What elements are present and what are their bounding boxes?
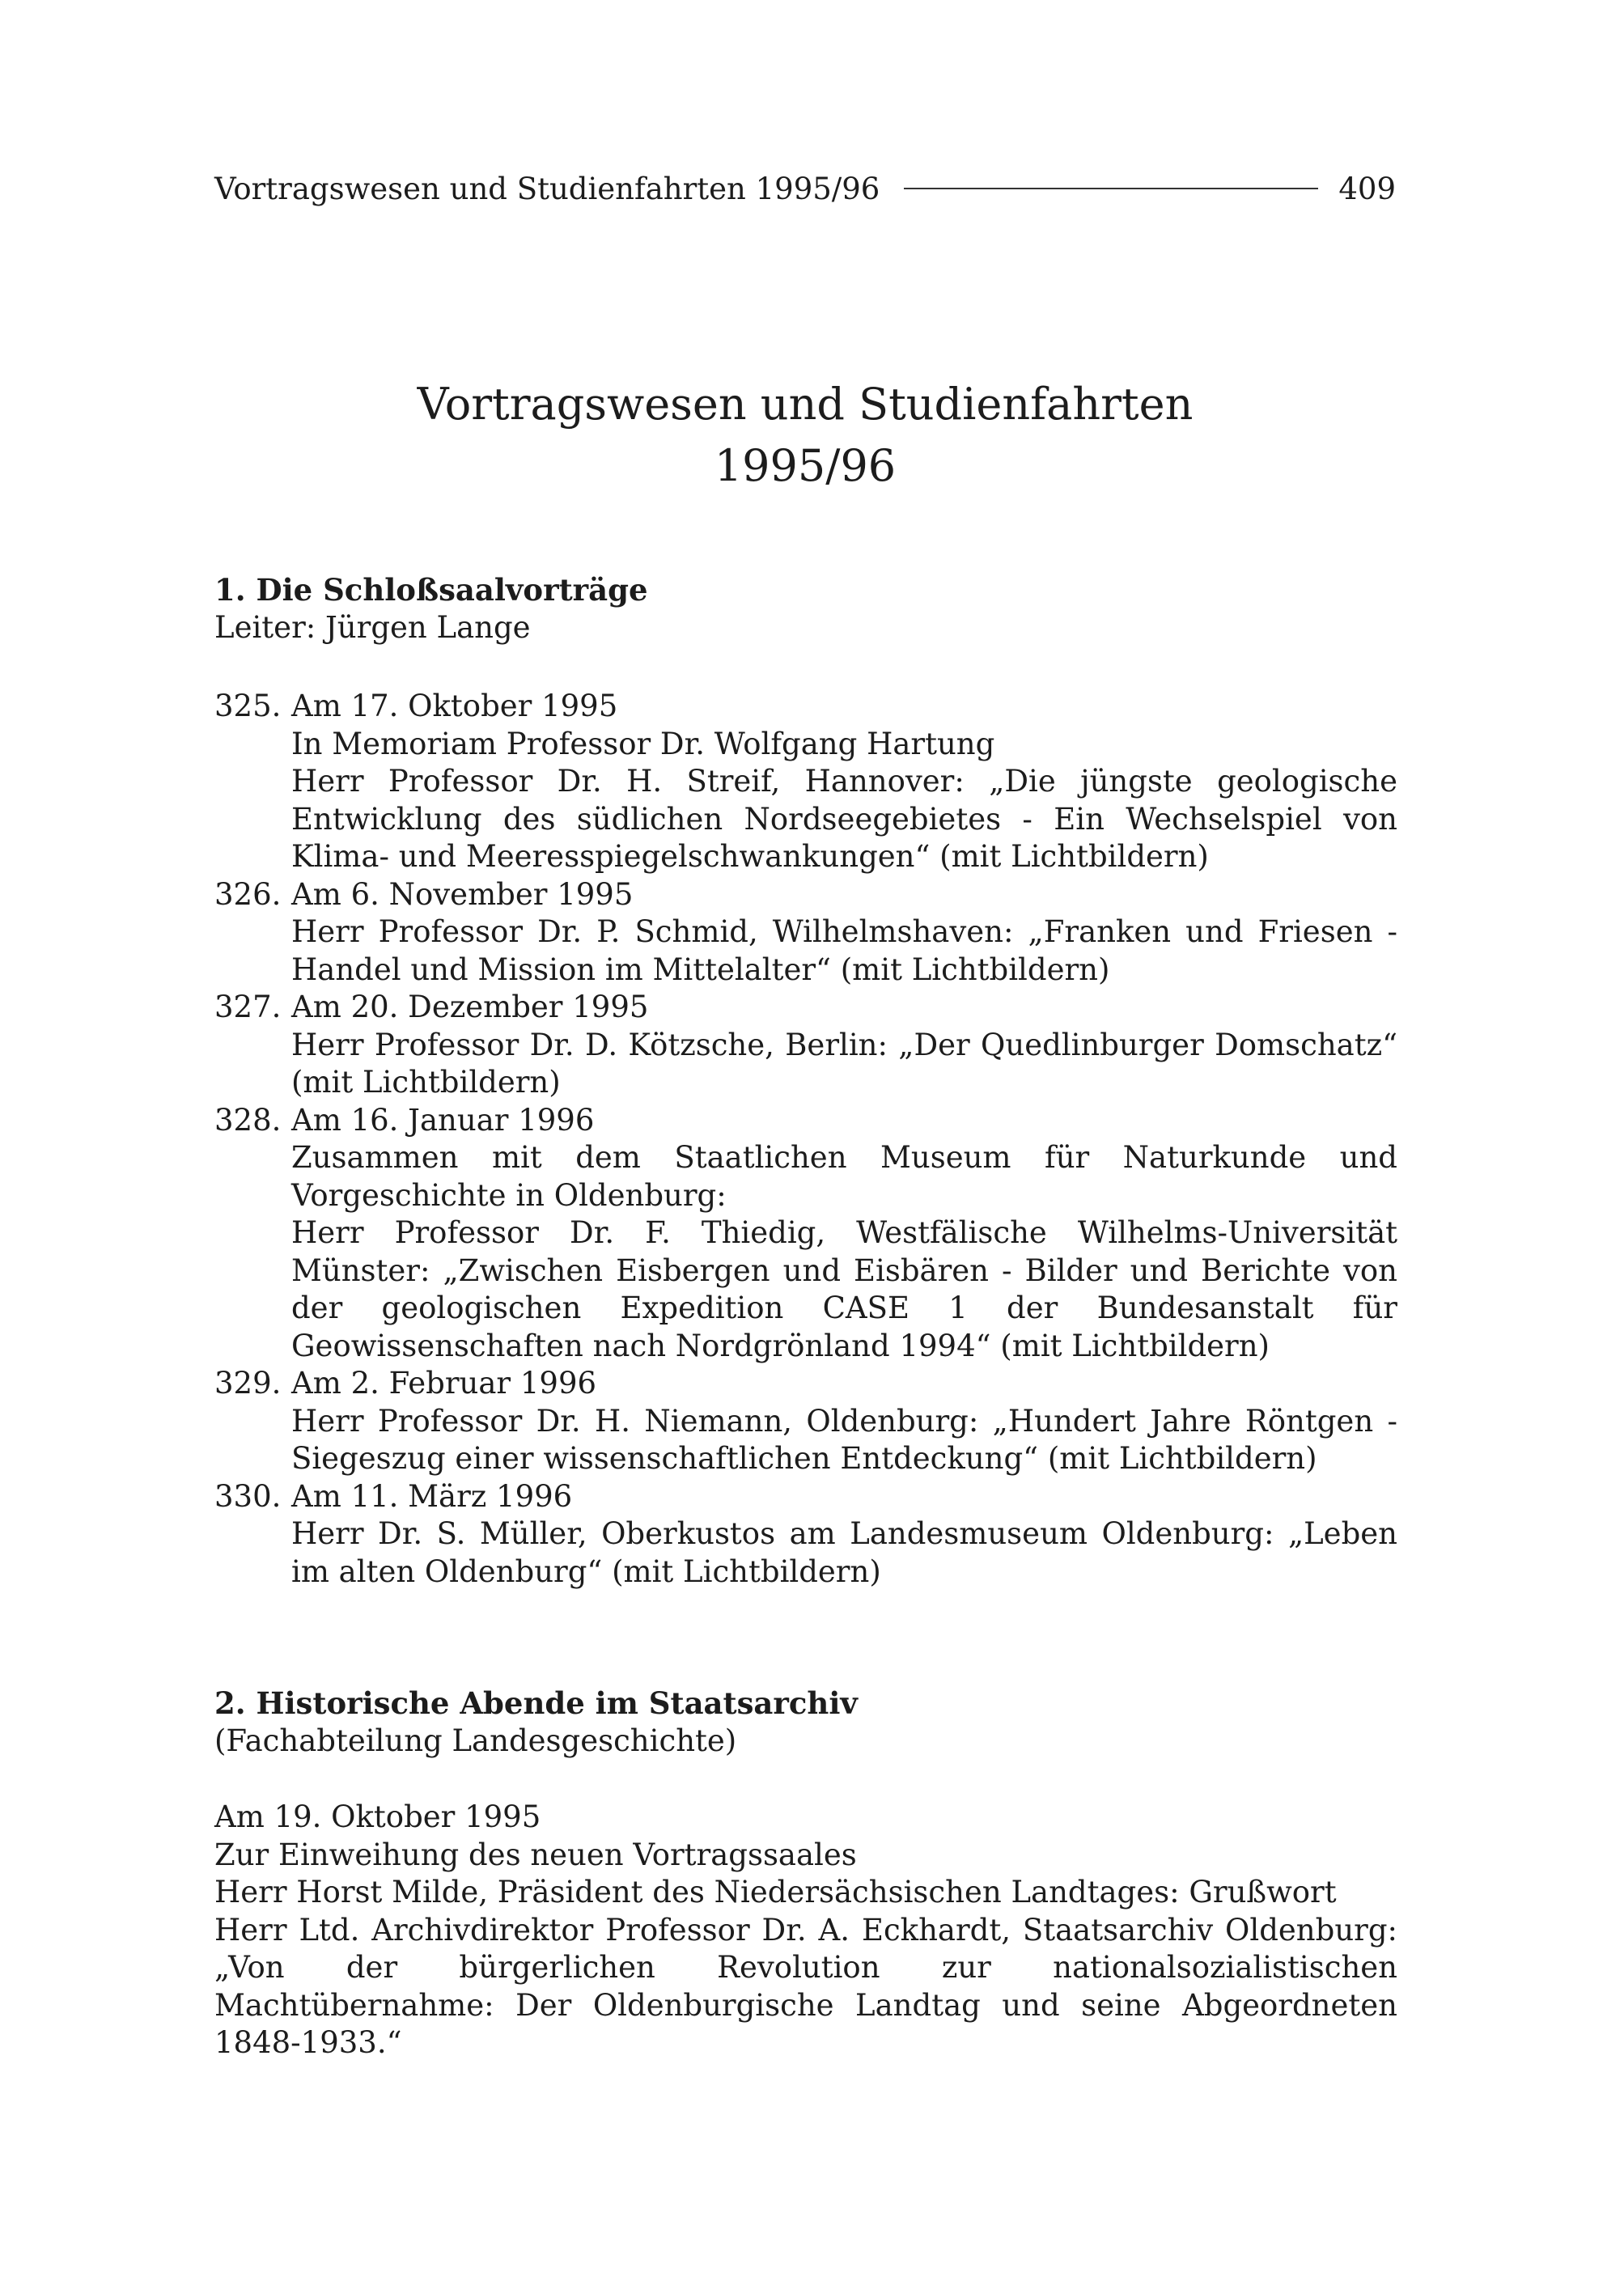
lecture-date: Am 6. November 1995 (291, 876, 634, 912)
event-date: Am 19. Oktober 1995 (214, 1799, 541, 1834)
lecture-328 (214, 1102, 1397, 1366)
event-occasion: Zur Einweihung des neuen Vortragssaales (214, 1837, 857, 1872)
lecture-list (214, 688, 1397, 1591)
lecture-description: Herr Professor Dr. D. Kötzsche, Berlin: „Der Quedlinburger Domschatz“ (mit Lichtbildern) (291, 1027, 1397, 1100)
section-2-subheading: (Fachabteilung Landesgeschichte) (214, 1723, 737, 1758)
lecture-330 (214, 1478, 1397, 1592)
lecture-number: 330. (214, 1478, 282, 1514)
lecture-cooperation: Zusammen mit dem Staatlichen Museum für Naturkunde und Vorgeschichte in Oldenburg: (291, 1140, 1397, 1213)
lecture-number: 325. (214, 689, 282, 723)
lecture-body (291, 688, 1397, 876)
lecture-number: 328. (214, 1102, 282, 1138)
lecture-description: Herr Professor Dr. H. Streif, Hannover: „Die jüngste geologische Entwicklung des südlichen Nordseegebietes - Ein Wechselspiel von Klima- und Meeresspiegelschwankungen“ (mit Lichtbildern) (291, 764, 1397, 874)
lecture-329 (214, 1365, 1397, 1478)
section-1-leader: Leiter: Jürgen Lange (214, 609, 531, 645)
lecture-date: Am 11. März 1996 (291, 1478, 573, 1514)
lecture-date: Am 16. Januar 1996 (291, 1102, 595, 1138)
section-historische-abende (214, 1685, 1397, 2062)
lecture-body (291, 876, 1397, 990)
lecture-number: 327. (214, 990, 282, 1024)
lecture-327 (214, 989, 1397, 1102)
section-1-heading: 1. Die Schloßsaalvorträge (214, 572, 648, 608)
running-head-rule (904, 188, 1318, 189)
lecture-body (291, 1478, 1397, 1592)
lecture-date: Am 2. Februar 1996 (291, 1366, 597, 1401)
title-line-1: Vortragswesen und Studienfahrten (417, 379, 1194, 430)
lecture-body (291, 1102, 1397, 1366)
page-content (214, 571, 1397, 2062)
lecture-description: Herr Dr. S. Müller, Oberkustos am Landesmuseum Oldenburg: „Leben im alten Oldenburg“ (mit Lichtbildern) (291, 1516, 1397, 1589)
lecture-number: 326. (214, 876, 282, 912)
lecture-number: 329. (214, 1366, 282, 1401)
page-title (214, 374, 1396, 497)
lecture-dedication: In Memoriam Professor Dr. Wolfgang Hartung (291, 726, 995, 761)
lecture-date: Am 17. Oktober 1995 (291, 689, 618, 723)
running-head-title: Vortragswesen und Studienfahrten 1995/96 (214, 171, 880, 206)
event-details (214, 1799, 1397, 2062)
section-2-heading: 2. Historische Abende im Staatsarchiv (214, 1685, 858, 1721)
lecture-body (291, 989, 1397, 1102)
lecture-description: Herr Professor Dr. F. Thiedig, Westfälische Wilhelms-Universität Münster: „Zwischen Eisbergen und Eisbären - Bilder und Berichte von der geologischen Expedition CASE 1 der Bundesanstalt für Geowissenschaften nach Nordgrönland 1994“ (mit Lichtbildern) (291, 1215, 1397, 1363)
lecture-date: Am 20. Dezember 1995 (291, 990, 649, 1024)
page-number: 409 (1338, 171, 1396, 206)
lecture-body (291, 1365, 1397, 1478)
event-greeting: Herr Horst Milde, Präsident des Niedersächsischen Landtages: Grußwort (214, 1875, 1337, 1909)
lecture-description: Herr Professor Dr. H. Niemann, Oldenburg: „Hundert Jahre Röntgen - Siegeszug einer wissenschaftlichen Entdeckung“ (mit Lichtbildern) (291, 1403, 1397, 1476)
title-line-2: 1995/96 (714, 440, 897, 491)
lecture-326 (214, 876, 1397, 990)
event-lecture: Herr Ltd. Archivdirektor Professor Dr. A. Eckhardt, Staatsarchiv Oldenburg: „Von der bürgerlichen Revolution zur nationalsozialistischen Machtübernahme: Der Oldenburgische Landtag und seine Abgeordneten 1848-1933.“ (214, 1912, 1397, 2060)
running-head (214, 168, 1396, 209)
lecture-description: Herr Professor Dr. P. Schmid, Wilhelmshaven: „Franken und Friesen - Handel und Mission im Mittelalter“ (mit Lichtbildern) (291, 914, 1397, 987)
section-schlosssaal (214, 571, 1397, 1591)
lecture-325 (214, 688, 1397, 876)
